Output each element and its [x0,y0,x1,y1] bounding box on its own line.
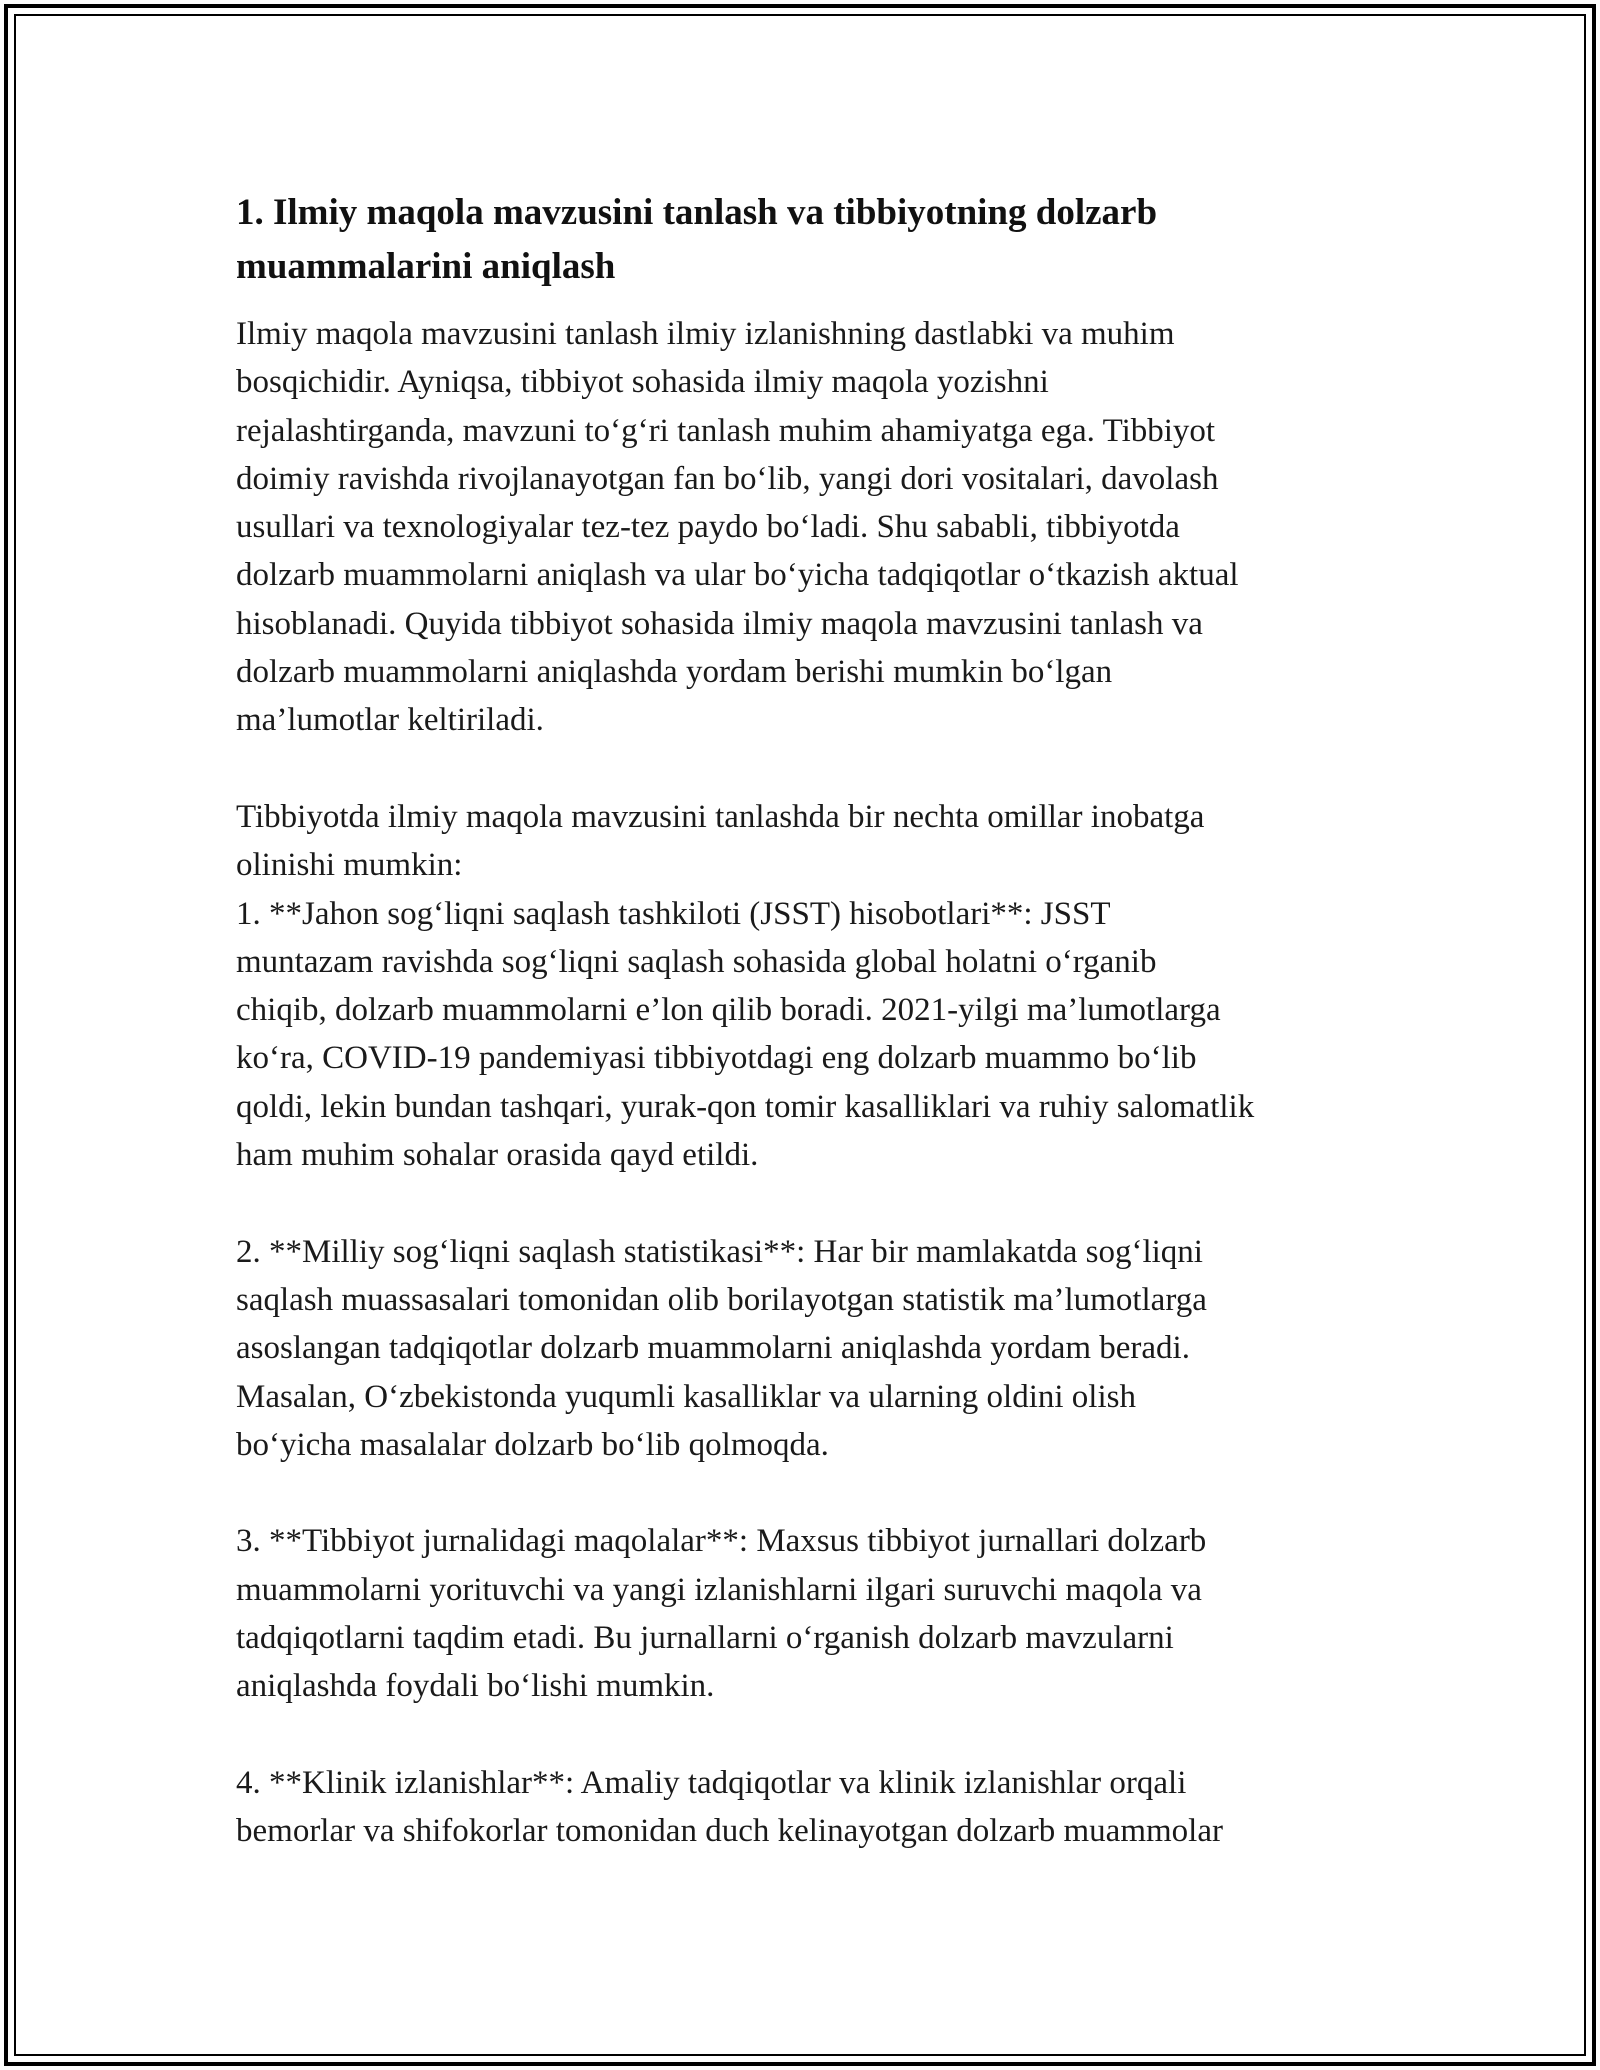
text-line: 3. **Tibbiyot jurnalidagi maqolalar**: Maxsus tibbiyot jurnallari dolzarb [236,1523,1207,1560]
text-line: dolzarb muammolarni aniqlash va ular bo‘yicha tadqiqotlar o‘tkazish aktual [236,557,1239,594]
text-line: ham muhim sohalar orasida qayd etildi. [236,1137,759,1174]
text-line: usullari va texnologiyalar tez-tez paydo bo‘ladi. Shu sababli, tibbiyotda [236,509,1180,546]
list-item-2 [236,1228,1396,1469]
text-line: bosqichidir. Ayniqsa, tibbiyot sohasida ilmiy maqola yozishni [236,364,1049,401]
text-line: Masalan, O‘zbekistonda yuqumli kasalliklar va ularning oldini olish [236,1378,1136,1415]
list-item-3 [236,1517,1396,1710]
text-line: tadqiqotlarni taqdim etadi. Bu jurnallarni o‘rganish dolzarb mavzularni [236,1620,1174,1657]
section-heading: 1. Ilmiy maqola mavzusini tanlash va tibbiyotning dolzarb muammalarini aniqlash [236,192,1158,287]
text-line: bemorlar va shifokorlar tomonidan duch kelinayotgan dolzarb muammolar [236,1813,1223,1850]
text-line: ko‘ra, COVID-19 pandemiyasi tibbiyotdagi eng dolzarb muammo bo‘lib [236,1040,1197,1077]
paragraph-gap [236,1469,1396,1517]
text-line: doimiy ravishda rivojlanayotgan fan bo‘lib, yangi dori vositalari, davolash [236,460,1219,497]
text-line: bo‘yicha masalalar dolzarb bo‘lib qolmoqda. [236,1426,829,1463]
factors-intro-paragraph [236,793,1396,890]
text-line: 2. **Milliy sog‘liqni saqlash statistikasi**: Har bir mamlakatda sog‘liqni [236,1233,1203,1270]
intro-paragraph [236,310,1396,745]
text-line: hisoblanadi. Quyida tibbiyot sohasida ilmiy maqola mavzusini tanlash va [236,605,1203,642]
text-line: muammolarni yorituvchi va yangi izlanishlarni ilgari suruvchi maqola va [236,1571,1202,1608]
text-line: olinishi mumkin: [236,847,463,884]
text-line: saqlash muassasalari tomonidan olib borilayotgan statistik ma’lumotlarga [236,1281,1207,1318]
paragraph-gap [236,1179,1396,1227]
paragraph-gap [236,1711,1396,1759]
text-line: Ilmiy maqola mavzusini tanlash ilmiy izlanishning dastlabki va muhim [236,316,1175,352]
text-line: muntazam ravishda sog‘liqni saqlash sohasida global holatni o‘rganib [236,943,1157,980]
paragraph-gap [236,745,1396,793]
text-line: ma’lumotlar keltiriladi. [236,702,544,739]
text-line: chiqib, dolzarb muammolarni e’lon qilib boradi. 2021-yilgi ma’lumotlarga [236,992,1221,1029]
text-line: asoslangan tadqiqotlar dolzarb muammolarni aniqlashda yordam beradi. [236,1330,1190,1367]
text-line: 1. **Jahon sog‘liqni saqlash tashkiloti (JSST) hisobotlari**: JSST [236,895,1111,932]
list-item-4 [236,1759,1396,1856]
text-line: 4. **Klinik izlanishlar**: Amaliy tadqiqotlar va klinik izlanishlar orqali [236,1764,1187,1801]
list-item-1 [236,890,1396,1180]
text-line: dolzarb muammolarni aniqlashda yordam berishi mumkin bo‘lgan [236,654,1113,691]
text-line: Tibbiyotda ilmiy maqola mavzusini tanlashda bir nechta omillar inobatga [236,798,1205,835]
document-body [236,186,1396,1856]
text-line: rejalashtirganda, mavzuni to‘g‘ri tanlash muhim ahamiyatga ega. Tibbiyot [236,412,1216,449]
text-line: qoldi, lekin bundan tashqari, yurak-qon tomir kasalliklari va ruhiy salomatlik [236,1088,1255,1125]
text-line: aniqlashda foydali bo‘lishi mumkin. [236,1668,715,1705]
